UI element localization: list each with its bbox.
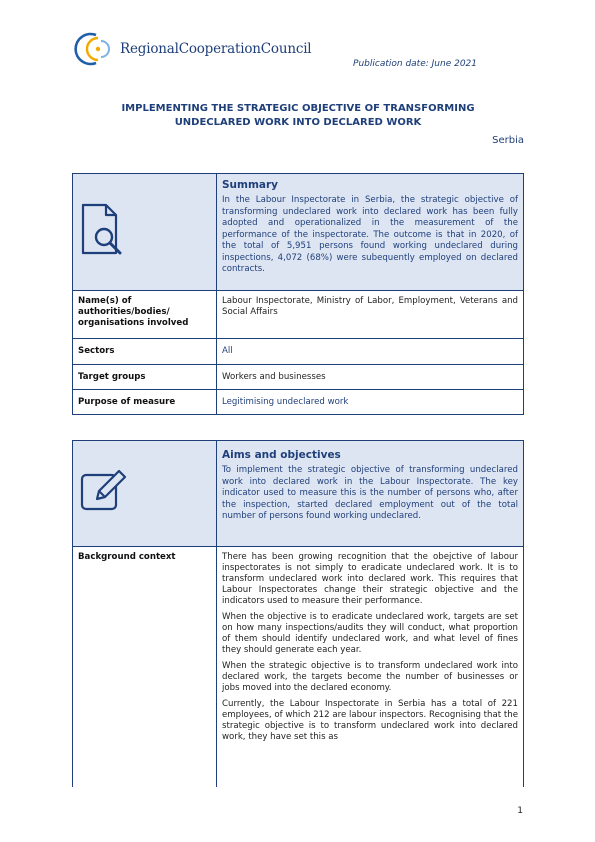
aims-table xyxy=(72,440,524,787)
summary-text: In the Labour Inspectorate in Serbia, the strategic objective of transforming undeclared work into declared work has been fully adopted and operationalized in the measurement of the performance of the inspectorate. The outcome is that in 2020, of the total of 5,951 persons found working undeclared during inspections, 4,072 (68%) were subequently employed on declared contracts. xyxy=(222,195,518,274)
sectors-label: Sectors xyxy=(73,339,217,365)
background-paragraph: Currently, the Labour Inspectorate in Serbia has a total of 221 employees, of which 212 are labour inspectors. Recognising that the strategic objective is to transform undeclared work into declared work, they have set this as xyxy=(222,699,518,742)
country-label: Serbia xyxy=(492,135,524,146)
background-paragraph: When the objective is to eradicate undeclared work, targets are set on how many inspections/audits they will conduct, what proportion of them should identify undeclared work, and what level of fines they should generate each year. xyxy=(222,612,518,655)
aims-text: To implement the strategic objective of transforming undeclared work into declared work in the Labour Inspectorate. The key indicator used to measure this is the number of persons who, after the inspection, started declared employment out of the total number of persons found working undeclared. xyxy=(222,465,518,521)
table-row xyxy=(73,291,524,339)
page-number: 1 xyxy=(517,806,523,816)
background-paragraph: When the strategic objective is to transform undeclared work into declared work, the targets become the number of businesses or jobs moved into the declared economy. xyxy=(222,661,518,693)
document-search-icon xyxy=(80,202,128,256)
organisations-label: Name(s) of authorities/bodies/ organisations involved xyxy=(73,291,217,339)
rcc-emblem-icon xyxy=(72,32,118,66)
summary-icon-cell xyxy=(73,174,217,291)
organisations-value: Labour Inspectorate, Ministry of Labor, Employment, Veterans and Social Affairs xyxy=(217,291,524,339)
publication-date: Publication date: June 2021 xyxy=(353,59,477,69)
summary-heading: Summary xyxy=(222,179,279,191)
aims-row xyxy=(73,441,524,547)
purpose-value: Legitimising undeclared work xyxy=(217,390,524,415)
edit-pencil-icon xyxy=(79,469,131,513)
target-groups-label: Target groups xyxy=(73,365,217,390)
summary-table xyxy=(72,173,524,415)
background-label: Background context xyxy=(73,547,217,787)
rcc-logo xyxy=(72,32,312,66)
summary-content xyxy=(217,174,524,291)
document-title xyxy=(72,102,524,130)
title-line-2: UNDECLARED WORK INTO DECLARED WORK xyxy=(174,117,422,128)
table-row xyxy=(73,339,524,365)
aims-heading: Aims and objectives xyxy=(222,449,341,461)
sectors-value: All xyxy=(217,339,524,365)
table-row xyxy=(73,365,524,390)
table-row xyxy=(73,547,524,787)
background-content xyxy=(217,547,524,787)
aims-content xyxy=(217,441,524,547)
aims-icon-cell xyxy=(73,441,217,547)
target-groups-value: Workers and businesses xyxy=(217,365,524,390)
summary-row xyxy=(73,174,524,291)
table-row xyxy=(73,390,524,415)
background-paragraph: There has been growing recognition that the obejctive of labour inspectorates is not simply to eradicate undeclared work. It is to transform undeclared work into declared work. This requires that Labour Inspectorates change their strategic objective and the indicators used to measure their performance. xyxy=(222,552,518,606)
logo-text: RegionalCooperationCouncil xyxy=(120,41,312,57)
purpose-label: Purpose of measure xyxy=(73,390,217,415)
title-line-1: IMPLEMENTING THE STRATEGIC OBJECTIVE OF TRANSFORMING xyxy=(121,103,475,114)
